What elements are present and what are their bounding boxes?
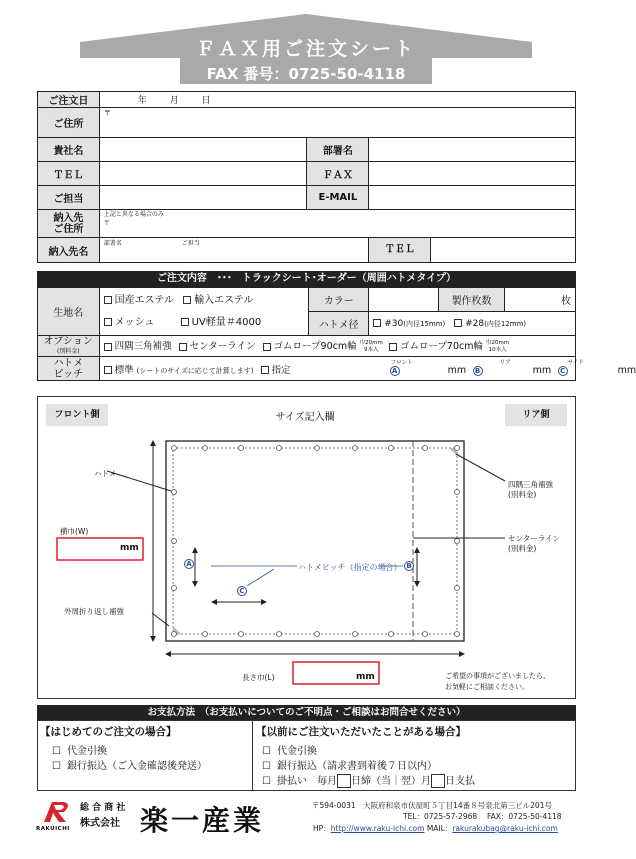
delivery-name-field[interactable]: 部署名 ご担当 xyxy=(99,238,368,263)
option-list: 四隅三角補強 センターライン ゴムロープ90cm輪 巾20mm 9本入 ゴムロープ70cm輪 巾20mm 10本入 xyxy=(99,336,575,357)
pitch-side-label: サイド xyxy=(567,360,584,366)
first-cod[interactable]: ☐ 代金引換 xyxy=(52,746,107,757)
grommet-label: ハトメ xyxy=(94,469,117,478)
prev-order-title: 【以前にご注文いただいたことがある場合】 xyxy=(256,726,466,738)
company-tel-fax: TEL：0725-57-2968 FAX：0725-50-4118 xyxy=(403,812,562,821)
option-corner[interactable]: 四隅三角補強 xyxy=(104,341,172,352)
sheet-diagram xyxy=(37,396,576,699)
consult-note: ご希望の事項がございましたら、 お気軽にご相談ください。 xyxy=(445,672,550,691)
company-type: 総 合 商 社 株式会社 xyxy=(80,803,126,829)
website-link[interactable]: http://www.raku-ichi.com xyxy=(330,824,425,833)
grommet-options xyxy=(369,312,576,336)
diagram-b-mark: B xyxy=(404,561,414,571)
person-label: ご担当 xyxy=(38,186,100,210)
email-link[interactable]: rakurakubag@raku-ichi.com xyxy=(452,824,558,833)
pitch-note: ハトメピッチ（指定の場合） xyxy=(298,563,402,572)
pitch-c-mark: C xyxy=(558,366,568,376)
order-table xyxy=(37,287,636,381)
option-rope90[interactable]: ゴムロープ90cm輪 xyxy=(263,341,357,352)
fax-number: FAX 番号：0725-50-4118 xyxy=(206,65,406,83)
material-domestic[interactable]: 国産エステル xyxy=(104,295,174,306)
address-label: ご住所 xyxy=(38,108,100,138)
order-date-field[interactable]: 年 月 日 xyxy=(99,92,575,108)
pitch-rear-label: リア xyxy=(499,360,511,366)
email-field[interactable] xyxy=(369,186,576,210)
material-uv[interactable]: UV軽量＃4000 xyxy=(181,317,262,328)
tel-label: ＴＥＬ xyxy=(38,162,100,186)
company-logo xyxy=(38,798,74,826)
qty-field[interactable]: 枚 xyxy=(505,288,576,312)
first-order-title: 【はじめてのご注文の場合】 xyxy=(40,726,177,738)
fold-label: 外周折り返し補強 xyxy=(64,607,124,616)
email-label: E-MAIL xyxy=(307,186,369,210)
company-field[interactable] xyxy=(99,138,307,162)
option-label: オプション (別料金) xyxy=(38,336,100,357)
pitch-options: 標準 (シートのサイズに応じて計算します) 指定 フロント A mm リア B mm サイド C mm xyxy=(99,357,575,381)
color-field[interactable] xyxy=(369,288,439,312)
pitch-label: ハトメ ピッチ xyxy=(38,357,100,381)
delivery-tel-label: ＴＥＬ xyxy=(369,238,431,262)
company-name: 楽一産業 xyxy=(140,804,265,837)
company-address: 〒594-0031 大阪府和泉市伏屋町５丁目14番８号泉北第三ビル201号 xyxy=(312,801,552,810)
material-options xyxy=(99,288,309,336)
payment-bar: お支払方法 （お支払いについてのご不明点・ご相談はお問合せください） xyxy=(37,705,576,720)
option-center[interactable]: センターライン xyxy=(179,341,256,352)
prev-bank[interactable]: ☐ 銀行振込（請求書到着後７日以内） xyxy=(262,761,437,772)
front-side-label: フロント側 xyxy=(46,404,108,426)
pitch-specify[interactable]: 指定 xyxy=(261,365,291,376)
order-bar: ご注文内容 ･･･ トラックシート･オーダー（周囲ハトメタイプ） xyxy=(37,271,576,287)
delivery-tel-cell[interactable] xyxy=(369,238,576,263)
material-label: 生地名 xyxy=(38,288,100,336)
diagram-a-mark: A xyxy=(184,559,194,569)
prev-credit[interactable]: ☐ 掛払い 毎月 日締（当｜翌）月 日支払 xyxy=(262,776,475,787)
length-label: 長さ巾(L) xyxy=(242,673,275,682)
first-bank[interactable]: ☐ 銀行振込（ご入金確認後発送） xyxy=(52,761,207,772)
fax-field[interactable] xyxy=(369,162,576,186)
pitch-a-mark: A xyxy=(390,366,400,376)
company-contact: HP：http://www.raku-ichi.com MAIL：rakurakubag@raku-ichi.com xyxy=(313,824,558,833)
material-import[interactable]: 輸入エステル xyxy=(183,295,253,306)
qty-label: 製作枚数 xyxy=(439,288,505,312)
grommet-label: ハトメ径 xyxy=(309,312,369,336)
grommet-28[interactable]: #28(内径12mm) xyxy=(454,319,526,329)
person-field[interactable] xyxy=(99,186,307,210)
pitch-b-mark: B xyxy=(473,366,483,376)
option-rope70[interactable]: ゴムロープ70cm輪 xyxy=(389,341,483,352)
address-field[interactable]: 〒 xyxy=(99,108,575,138)
dept-field[interactable] xyxy=(369,138,576,162)
rear-side-label: リア側 xyxy=(505,404,567,426)
width-label: 横巾(W) xyxy=(60,527,89,536)
corner-label: 四隅三角補強 (別料金) xyxy=(508,480,553,499)
company-label: 貴社名 xyxy=(38,138,100,162)
material-mesh[interactable]: メッシュ xyxy=(104,317,155,328)
page-title: ＦＡＸ用ご注文シート xyxy=(195,38,416,60)
color-label: カラー xyxy=(309,288,369,312)
delivery-address-label: 納入先 ご住所 xyxy=(38,210,100,238)
size-entry-title: サイズ記入欄 xyxy=(275,412,335,423)
dept-label: 部署名 xyxy=(307,138,369,162)
delivery-name-label: 納入先名 xyxy=(38,238,100,263)
pitch-front-label: フロント xyxy=(390,360,413,366)
grommet-30[interactable]: #30(内径15mm) xyxy=(373,319,445,329)
logo-text: RAKUICHI xyxy=(36,826,70,832)
length-mm[interactable]: mm xyxy=(356,672,375,682)
width-mm[interactable]: mm xyxy=(120,543,139,553)
prev-cod[interactable]: ☐ 代金引換 xyxy=(262,746,317,757)
order-date-label: ご注文日 xyxy=(38,92,100,108)
diagram-c-mark: C xyxy=(237,586,247,596)
tel-field[interactable] xyxy=(99,162,307,186)
centerline-label: センターライン (別料金) xyxy=(508,534,560,553)
fax-label: ＦＡＸ xyxy=(307,162,369,186)
pitch-standard[interactable]: 標準 (シートのサイズに応じて計算します) xyxy=(104,365,254,376)
delivery-address-field[interactable]: 上記と異なる場合のみ 〒 xyxy=(99,210,575,238)
customer-table xyxy=(37,91,576,263)
